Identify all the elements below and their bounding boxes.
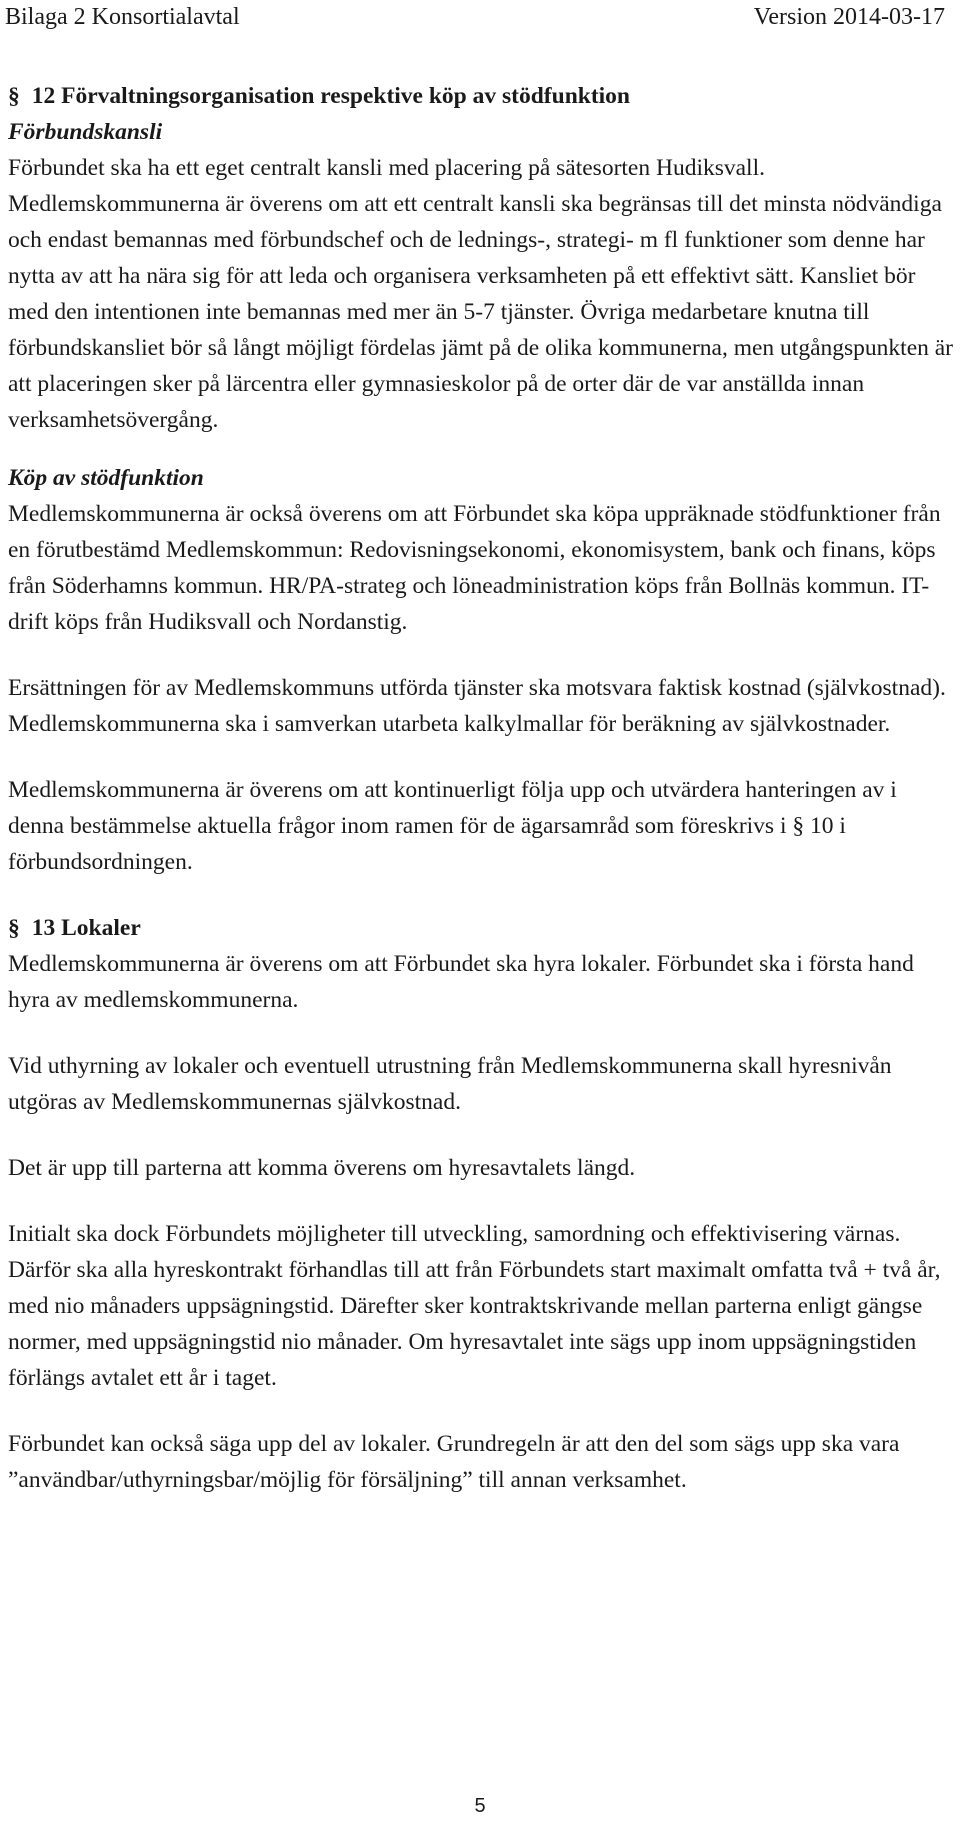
paragraph-lokaler-hyra: Medlemskommunerna är överens om att Förbundet ska hyra lokaler. Förbundet ska i första hand hyra av medlemskommunerna.	[8, 951, 914, 1013]
section-13-heading	[8, 910, 954, 946]
paragraph-kop-av-stodfunktion: Medlemskommunerna är också överens om att Förbundet ska köpa uppräknade stödfunktioner från en förutbestämd Medlemskommun: Redovisningsekonomi, ekonomisystem, bank och finans, köps från Söderhamns kommun. HR/PA-strateg och löneadministration köps från Bollnäs kommun. IT-drift köps från Hudiksvall och Nordanstig.	[8, 501, 941, 635]
subheading-kop-av-stodfunktion: Köp av stödfunktion	[8, 465, 204, 491]
paragraph-lokaler-hyreskontrakt: Initialt ska dock Förbundets möjligheter till utveckling, samordning och effektivisering värnas. Därför ska alla hyreskontrakt förhandlas till att från Förbundets start maximalt omfatta två + två år, med nio månaders uppsägningstid. Därefter sker kontraktskrivande mellan parterna enligt gängse normer, med uppsägningstid nio månader. Om hyresavtalet inte sägs upp inom uppsägningstiden förlängs avtalet ett år i taget.	[8, 1221, 941, 1391]
section-13-title: 13 Lokaler	[31, 915, 141, 941]
subheading-forbundskansli: Förbundskansli	[8, 119, 163, 145]
paragraph-lokaler-uppsagning: Förbundet kan också säga upp del av lokaler. Grundregeln är att den del som sägs upp ska vara ”användbar/uthyrningsbar/möjlig för försäljning” till annan verksamhet.	[8, 1431, 900, 1493]
paragraph-ersattning: Ersättningen för av Medlemskommuns utförda tjänster ska motsvara faktisk kostnad (självkostnad). Medlemskommunerna ska i samverkan utarbeta kalkylmallar för beräkning av självkostnader.	[8, 675, 946, 737]
paragraph-forbundskansli: Förbundet ska ha ett eget centralt kansli med placering på sätesorten Hudiksvall. Medlemskommunerna är överens om att ett centralt kansli ska begränsas till det minsta nödvändiga och endast bemannas med förbundschef och de lednings-, strategi- m fl funktioner som denne har nytta av att ha nära sig för att leda och organisera verksamheten på ett effektivt sätt. Kansliet bör med den intentionen inte bemannas med mer än 5-7 tjänster. Övriga medarbetare knutna till förbundskansliet bör så långt möjligt fördelas jämt på de olika kommunerna, men utgångspunkten är att placeringen sker på lärcentra eller gymnasieskolor på de orter där de var anställda innan verksamhetsövergång.	[8, 155, 954, 433]
uppfoljning-text-after: 10 i förbundsordningen.	[8, 813, 846, 875]
header-version: Version 2014-03-17	[753, 3, 945, 30]
paragraph-lokaler-hyresniva: Vid uthyrning av lokaler och eventuell utrustning från Medlemskommunerna skall hyresnivån utgöras av Medlemskommunernas självkostnad.	[8, 1053, 892, 1115]
section-12-heading	[8, 78, 954, 114]
header-document-title: Bilaga 2 Konsortialavtal	[5, 3, 240, 30]
page-number: 5	[474, 1795, 486, 1817]
paragraph-uppfoljning	[8, 772, 954, 880]
paragraph-lokaler-avtalslangd: Det är upp till parterna att komma överens om hyresavtalets längd.	[8, 1155, 636, 1181]
section-sign: §	[792, 813, 805, 839]
section-sign: §	[8, 83, 20, 109]
section-sign: §	[8, 915, 20, 941]
uppfoljning-text-before: Medlemskommunerna är överens om att kontinuerligt följa upp och utvärdera hanteringen av i denna bestämmelse aktuella frågor inom ramen för de ägarsamråd som föreskrivs i	[8, 777, 897, 839]
document-body	[8, 78, 954, 1498]
page-header	[5, 0, 945, 34]
section-12-title: 12 Förvaltningsorganisation respektive köp av stödfunktion	[31, 83, 631, 109]
